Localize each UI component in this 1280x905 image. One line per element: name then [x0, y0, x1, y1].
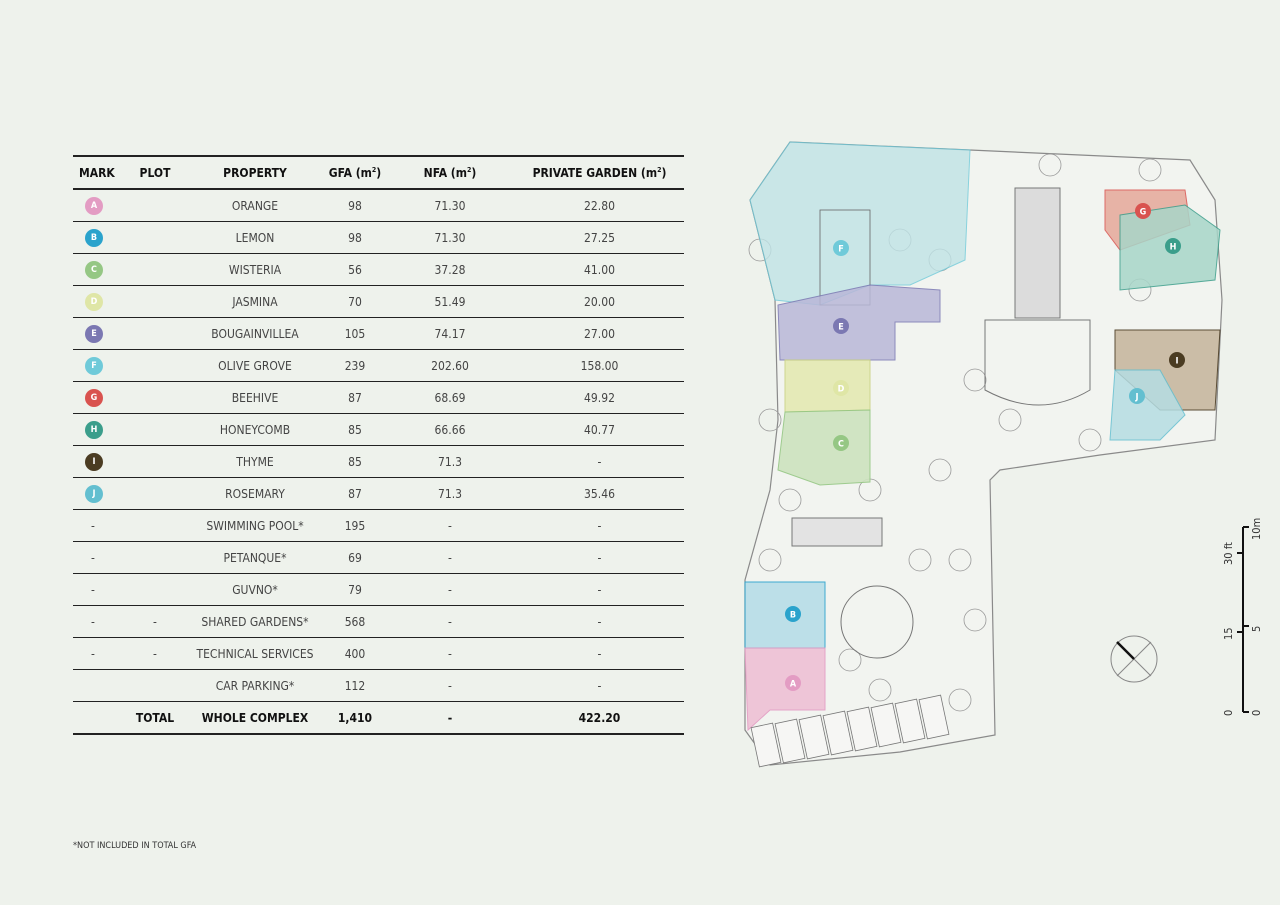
cell-private-garden: - [597, 582, 602, 597]
footnote: *NOT INCLUDED IN TOTAL GFA [73, 841, 197, 851]
mark-badge: B [85, 229, 103, 247]
cell-gfa: 112 [344, 678, 366, 693]
cell-nfa: - [448, 678, 452, 693]
zone-d [785, 360, 870, 412]
cell-gfa: 70 [348, 294, 362, 309]
header-plot: PLOT [139, 165, 171, 180]
cell-private-garden: 158.00 [580, 358, 619, 373]
cell-nfa: 71.3 [437, 454, 463, 469]
plan-marker-label: J [1135, 392, 1139, 403]
cell-property: TECHNICAL SERVICES [196, 646, 314, 661]
cell-plot: - [153, 646, 157, 661]
cell-gfa: 85 [348, 422, 362, 437]
plan-marker-label: B [789, 610, 797, 621]
mark-text: - [91, 614, 95, 629]
cell-gfa: 105 [344, 326, 366, 341]
mark-badge: C [85, 261, 103, 279]
scale-ft-15: 15 [1222, 627, 1235, 640]
plan-marker-label: I [1175, 356, 1179, 367]
header-gfa: GFA $(m^2)$ [328, 165, 382, 180]
cell-gfa: 98 [348, 198, 362, 213]
cell-nfa: - [448, 550, 452, 565]
plan-marker-label: A [789, 679, 797, 690]
zone-b [745, 582, 825, 648]
cell-gfa: 1,410 [337, 710, 373, 725]
cell-nfa: 66.66 [434, 422, 466, 437]
cell-property: WISTERIA [228, 262, 282, 277]
cell-property: OLIVE GROVE [218, 358, 292, 373]
cell-gfa: 400 [344, 646, 366, 661]
mark-text: - [91, 646, 95, 661]
cell-nfa: 71.30 [434, 198, 466, 213]
cell-private-garden: 49.92 [584, 390, 615, 405]
cell-property: GUVNO* [232, 582, 278, 597]
cell-gfa: 568 [344, 614, 366, 629]
header-private-garden: PRIVATE GARDEN $(m^2)$ [532, 165, 667, 180]
scale-m-5: 5 [1250, 625, 1263, 632]
mark-badge: A [85, 197, 103, 215]
cell-nfa: 202.60 [431, 358, 469, 373]
mark-badge: I [85, 453, 103, 471]
mark-badge: E [85, 325, 103, 343]
cell-plot: TOTAL [135, 710, 175, 725]
cell-private-garden: 35.46 [584, 486, 615, 501]
cell-property: BEEHIVE [231, 390, 279, 405]
scale-m-10: 10m [1250, 517, 1263, 540]
scale-ft-0: 0 [1222, 709, 1235, 716]
mark-text: - [91, 550, 95, 565]
cell-private-garden: - [597, 646, 602, 661]
cell-property: BOUGAINVILLEA [211, 326, 299, 341]
cell-nfa: - [447, 710, 453, 725]
plan-marker-label: G [1139, 207, 1147, 218]
scale-m-0: 0 [1250, 709, 1263, 716]
mark-text: - [91, 582, 95, 597]
cell-private-garden: - [597, 614, 602, 629]
mark-badge: J [85, 485, 103, 503]
cell-nfa: - [448, 518, 452, 533]
header-mark: MARK [79, 165, 115, 180]
cell-property: THYME [236, 454, 274, 469]
mark-badge: G [85, 389, 103, 407]
cell-property: JASMINA [232, 294, 278, 309]
zone-c [778, 410, 870, 485]
cell-private-garden: 20.00 [584, 294, 615, 309]
plan-marker-label: F [838, 244, 844, 255]
cell-gfa: 56 [348, 262, 362, 277]
cell-gfa: 79 [348, 582, 362, 597]
cell-gfa: 98 [348, 230, 362, 245]
cell-nfa: 51.49 [434, 294, 466, 309]
plan-marker-label: D [837, 384, 845, 395]
header-nfa: NFA $(m^2)$ [423, 165, 477, 180]
cell-property: ORANGE [231, 198, 279, 213]
cell-nfa: - [448, 582, 452, 597]
mark-text: - [91, 518, 95, 533]
cell-private-garden: 27.25 [584, 230, 615, 245]
cell-property: SHARED GARDENS* [201, 614, 309, 629]
cell-property: SWIMMING POOL* [206, 518, 304, 533]
mark-badge: F [85, 357, 103, 375]
mark-badge: D [85, 293, 103, 311]
cell-nfa: 37.28 [434, 262, 466, 277]
cell-private-garden: - [597, 518, 602, 533]
cell-private-garden: 22.80 [584, 198, 615, 213]
cell-gfa: 239 [344, 358, 366, 373]
cell-plot: - [153, 614, 157, 629]
guvno [792, 518, 882, 546]
cell-private-garden: 422.20 [578, 710, 621, 725]
cell-nfa: 74.17 [434, 326, 466, 341]
pool [1015, 188, 1060, 318]
north-arrow-icon [1111, 636, 1157, 682]
cell-nfa: 71.3 [437, 486, 463, 501]
cell-gfa: 85 [348, 454, 362, 469]
scale-bar [1222, 518, 1263, 716]
cell-private-garden: 41.00 [584, 262, 615, 277]
cell-property: CAR PARKING* [215, 678, 295, 693]
mark-badge: H [85, 421, 103, 439]
cell-gfa: 87 [348, 486, 362, 501]
cell-private-garden: - [597, 678, 602, 693]
cell-property: HONEYCOMB [219, 422, 291, 437]
cell-private-garden: 40.77 [584, 422, 615, 437]
scale-ft-30: 30 ft [1222, 542, 1235, 565]
cell-private-garden: - [597, 454, 602, 469]
cell-property: LEMON [235, 230, 275, 245]
cell-private-garden: - [597, 550, 602, 565]
cell-property: ROSEMARY [225, 486, 285, 501]
cell-gfa: 195 [344, 518, 366, 533]
cell-nfa: 71.30 [434, 230, 466, 245]
cell-private-garden: 27.00 [584, 326, 615, 341]
plan-marker-label: C [838, 439, 844, 450]
header-property: PROPERTY [223, 165, 287, 180]
cell-gfa: 69 [348, 550, 362, 565]
cell-gfa: 87 [348, 390, 362, 405]
cell-nfa: 68.69 [434, 390, 466, 405]
cell-nfa: - [448, 614, 452, 629]
cell-property: PETANQUE* [223, 550, 287, 565]
plan-marker-label: E [838, 322, 844, 333]
cell-nfa: - [448, 646, 452, 661]
cell-property: WHOLE COMPLEX [201, 710, 309, 725]
plan-marker-label: H [1169, 242, 1177, 253]
